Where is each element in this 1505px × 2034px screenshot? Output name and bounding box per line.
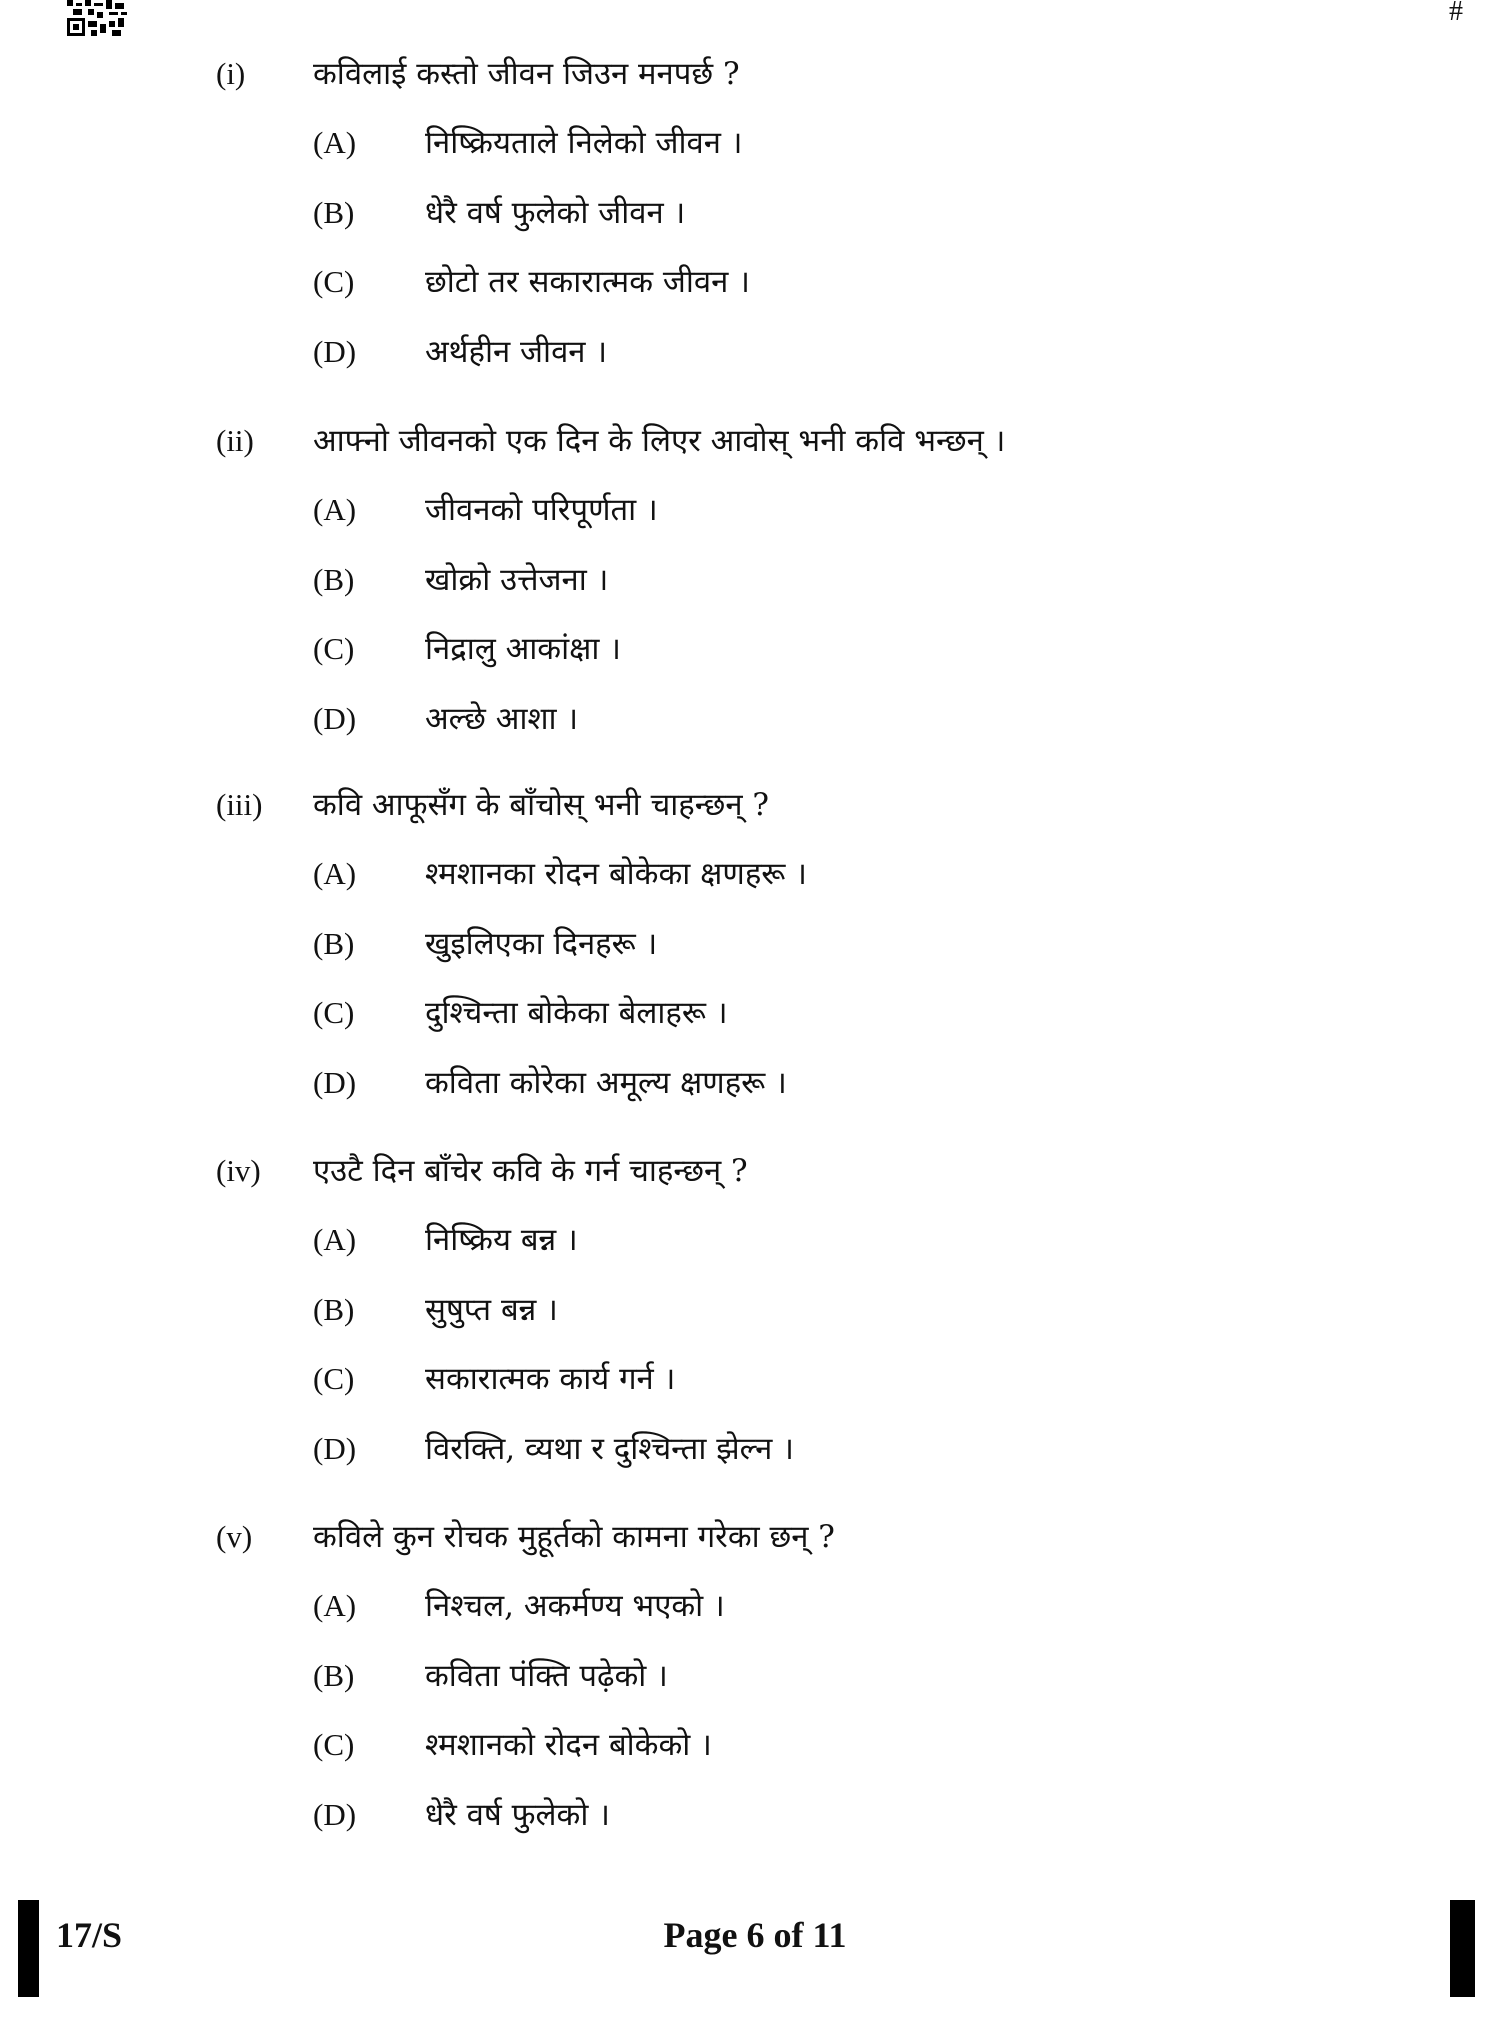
answer-option[interactable] bbox=[0, 1723, 1505, 1767]
question-text: एउटै दिन बाँचेर कवि के गर्न चाहन्छन् ? bbox=[313, 1153, 748, 1189]
option-label: (A) bbox=[313, 125, 357, 160]
answer-option[interactable] bbox=[0, 121, 1505, 165]
option-text: खुइलिएका दिनहरू । bbox=[425, 925, 658, 962]
option-text: अल्छे आशा । bbox=[425, 700, 579, 737]
option-text: धेरै वर्ष फुलेको । bbox=[425, 1796, 610, 1833]
option-label: (C) bbox=[313, 264, 355, 299]
qr-code-icon bbox=[67, 0, 127, 36]
answer-option[interactable] bbox=[0, 627, 1505, 671]
option-text: दुश्चिन्ता बोकेका बेलाहरू । bbox=[425, 995, 728, 1031]
question-number: (iii) bbox=[216, 787, 263, 822]
question-line bbox=[0, 52, 1505, 96]
answer-option[interactable] bbox=[0, 1288, 1505, 1332]
option-label: (D) bbox=[313, 700, 357, 736]
question-text: कवि आफूसँग के बाँचोस् भनी चाहन्छन् ? bbox=[313, 787, 770, 823]
question-number: (ii) bbox=[216, 423, 254, 458]
option-label: (C) bbox=[313, 1727, 355, 1762]
question-line bbox=[0, 1515, 1505, 1559]
answer-option[interactable] bbox=[0, 191, 1505, 235]
option-label: (D) bbox=[313, 1796, 357, 1832]
option-text: श्मशानका रोदन बोकेका क्षणहरू । bbox=[425, 856, 807, 892]
question-text: कविले कुन रोचक मुहूर्तको कामना गरेका छन् ? bbox=[313, 1519, 835, 1555]
answer-option[interactable] bbox=[0, 852, 1505, 896]
option-label: (A) bbox=[313, 1588, 357, 1623]
option-text: निष्क्रियताले निलेको जीवन । bbox=[425, 125, 743, 161]
option-text: सकारात्मक कार्य गर्न । bbox=[425, 1361, 676, 1397]
answer-option[interactable] bbox=[0, 488, 1505, 532]
answer-option[interactable] bbox=[0, 697, 1505, 741]
option-label: (A) bbox=[313, 492, 357, 527]
answer-option[interactable] bbox=[0, 1061, 1505, 1105]
answer-option[interactable] bbox=[0, 1584, 1505, 1628]
answer-option[interactable] bbox=[0, 991, 1505, 1035]
question-line bbox=[0, 783, 1505, 827]
page-number: Page 6 of 11 bbox=[663, 1915, 847, 1955]
option-label: (C) bbox=[313, 1361, 355, 1396]
question-text: कविलाई कस्तो जीवन जिउन मनपर्छ ? bbox=[313, 56, 740, 92]
option-label: (A) bbox=[313, 1222, 357, 1257]
option-label: (B) bbox=[313, 194, 355, 230]
option-label: (B) bbox=[313, 1291, 355, 1327]
option-text: निश्चल, अकर्मण्य भएको । bbox=[425, 1588, 725, 1624]
option-text: अर्थहीन जीवन । bbox=[425, 333, 608, 370]
option-label: (A) bbox=[313, 856, 357, 891]
option-text: निद्रालु आकांक्षा । bbox=[425, 631, 621, 667]
answer-option[interactable] bbox=[0, 1427, 1505, 1471]
option-label: (B) bbox=[313, 1657, 355, 1693]
option-text: छोटो तर सकारात्मक जीवन । bbox=[425, 264, 750, 300]
answer-option[interactable] bbox=[0, 922, 1505, 966]
option-text: खोक्रो उत्तेजना । bbox=[425, 561, 609, 598]
corner-mark: # bbox=[1449, 0, 1463, 27]
question-line bbox=[0, 1149, 1505, 1193]
option-text: निष्क्रिय बन्न । bbox=[425, 1222, 578, 1258]
option-text: श्मशानको रोदन बोकेको । bbox=[425, 1727, 712, 1763]
option-text: कविता पंक्ति पढ़ेको । bbox=[425, 1657, 668, 1694]
option-text: विरक्ति, व्यथा र दुश्चिन्ता झेल्न । bbox=[425, 1430, 794, 1467]
option-label: (D) bbox=[313, 333, 357, 369]
option-label: (C) bbox=[313, 631, 355, 666]
answer-option[interactable] bbox=[0, 1218, 1505, 1262]
option-label: (B) bbox=[313, 561, 355, 597]
option-label: (B) bbox=[313, 925, 355, 961]
question-text: आफ्नो जीवनको एक दिन के लिएर आवोस् भनी कवि भन्छन् । bbox=[313, 423, 1006, 459]
option-text: कविता कोरेका अमूल्य क्षणहरू । bbox=[425, 1064, 787, 1101]
option-label: (D) bbox=[313, 1430, 357, 1466]
option-label: (C) bbox=[313, 995, 355, 1030]
answer-option[interactable] bbox=[0, 1357, 1505, 1401]
option-text: धेरै वर्ष फुलेको जीवन । bbox=[425, 194, 686, 231]
answer-option[interactable] bbox=[0, 260, 1505, 304]
question-number: (iv) bbox=[216, 1153, 261, 1188]
question-number: (v) bbox=[216, 1519, 253, 1554]
answer-option[interactable] bbox=[0, 330, 1505, 374]
answer-option[interactable] bbox=[0, 558, 1505, 602]
option-label: (D) bbox=[313, 1064, 357, 1100]
answer-option[interactable] bbox=[0, 1654, 1505, 1698]
question-number: (i) bbox=[216, 56, 246, 91]
option-text: सुषुप्त बन्न । bbox=[425, 1291, 558, 1328]
answer-option[interactable] bbox=[0, 1793, 1505, 1837]
question-line bbox=[0, 419, 1505, 463]
paper-code: 17/S bbox=[56, 1915, 123, 1955]
option-text: जीवनको परिपूर्णता । bbox=[425, 492, 658, 528]
